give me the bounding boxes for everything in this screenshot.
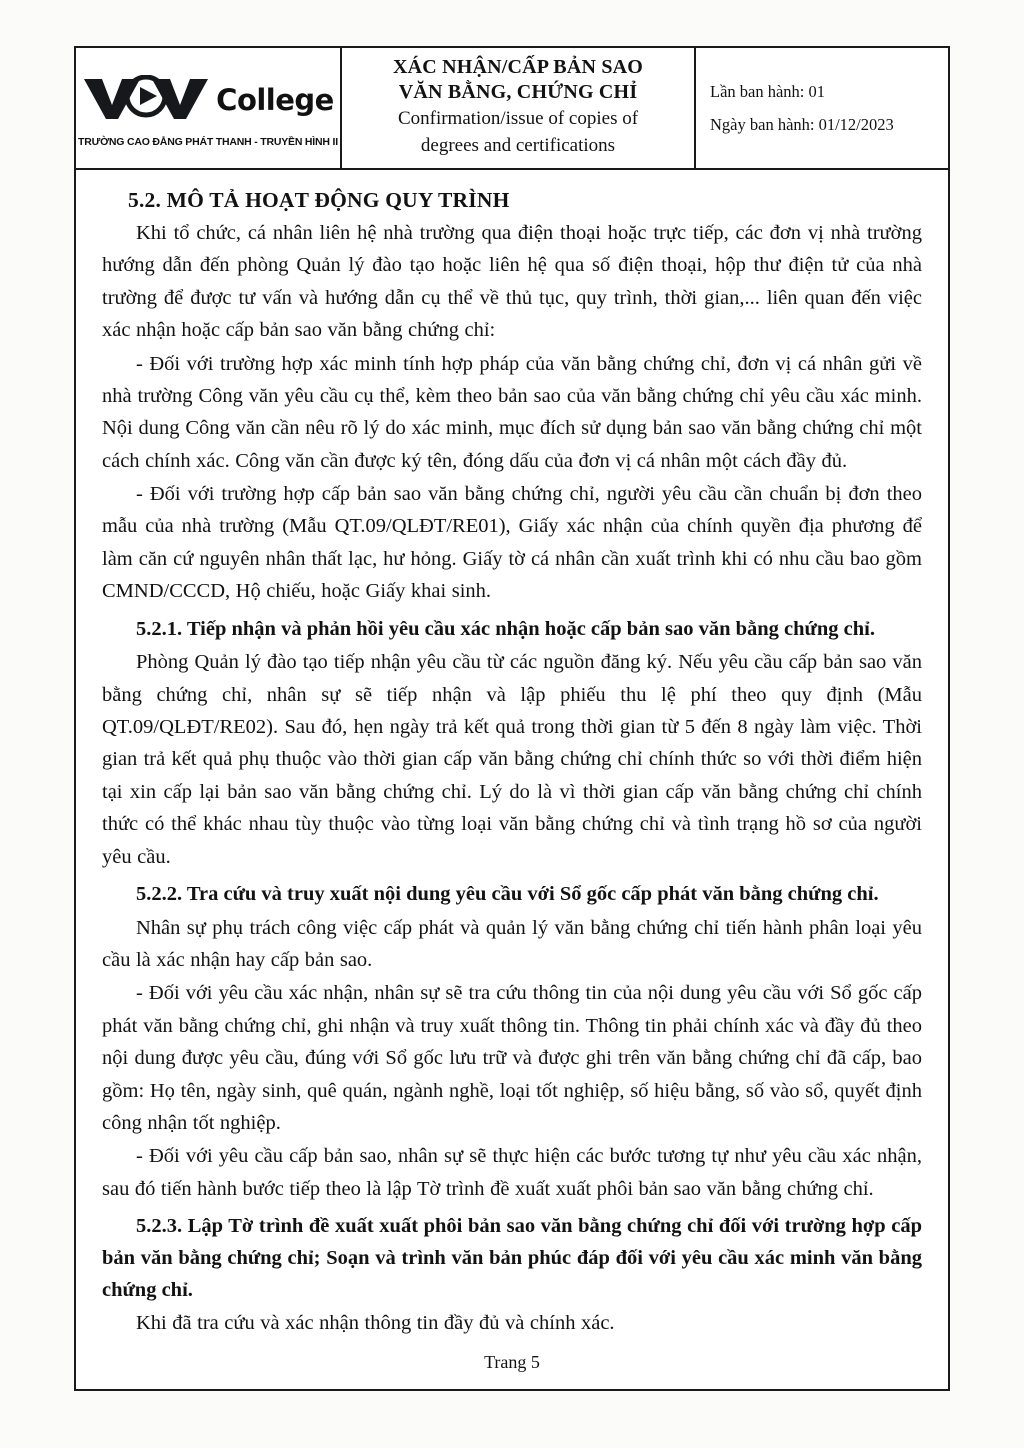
- header-title-vi-line2: VĂN BẰNG, CHỨNG CHỈ: [398, 81, 638, 104]
- paragraph-lookup-copy: - Đối với yêu cầu cấp bản sao, nhân sự sẽ thực hiện các bước tương tự như yêu cầu xác nhận, sau đó tiến hành bước tiếp theo là lập Tờ trình đề xuất xuất phôi bản sao văn bằng chứng chỉ.: [102, 1145, 922, 1200]
- subsection-heading-5-2-3: 5.2.3. Lập Tờ trình đề xuất xuất phôi bản sao văn bằng chứng chỉ đối với trường hợp cấp bản văn bằng chứng chỉ; Soạn và trình văn bản phúc đáp đối với yêu cầu xác minh văn bằng chứng chỉ.: [102, 1215, 922, 1301]
- header-title-vi-line1: XÁC NHẬN/CẤP BẢN SAO: [392, 56, 644, 79]
- page-footer: [76, 1352, 948, 1373]
- paragraph-lookup-confirmation: - Đối với yêu cầu xác nhận, nhân sự sẽ tra cứu thông tin của nội dung yêu cầu với Sổ gốc cấp phát văn bằng chứng chỉ, ghi nhận và truy xuất thông tin. Thông tin phải chính xác và đầy đủ theo nội dung được yêu cầu, đúng với Sổ gốc lưu trữ và được ghi trên văn bằng chứng chỉ đã cấp, bao gồm: Họ tên, ngày sinh, quê quán, ngành nghề, loại tốt nghiệp, số hiệu bằng, số vào sổ, quyết định công nhận tốt nghiệp.: [102, 982, 922, 1134]
- vov-logo-icon: [82, 75, 210, 126]
- paragraph-copy-case: - Đối với trường hợp cấp bản sao văn bằng chứng chỉ, người yêu cầu cần chuẩn bị đơn theo mẫu của nhà trường (Mẫu QT.09/QLĐT/RE01), Giấy xác nhận của chính quyền địa phương để làm căn cứ nguyên nhân thất lạc, hư hỏng. Giấy tờ cá nhân cần xuất trình khi có nhu cầu bao gồm CMND/CCCD, Hộ chiếu, hoặc Giấy khai sinh.: [102, 483, 922, 603]
- document-header: [76, 48, 948, 170]
- document-body: [76, 170, 948, 1335]
- paragraph-verification-case: - Đối với trường hợp xác minh tính hợp pháp của văn bằng chứng chỉ, đơn vị cá nhân gửi về nhà trường Công văn yêu cầu cụ thể, kèm theo bản sao của văn bằng chứng chỉ yêu cầu xác minh. Nội dung Công văn cần nêu rõ lý do xác minh, mục đích sử dụng bản sao văn bằng chứng chỉ một cách chính xác. Công văn cần được ký tên, đóng dấu của đơn vị cá nhân một cách đầy đủ.: [102, 352, 922, 472]
- header-title-cell: [342, 48, 696, 168]
- issue-date: Ngày ban hành: 01/12/2023: [710, 115, 894, 134]
- subsection-heading-5-2-1: 5.2.1. Tiếp nhận và phản hồi yêu cầu xác nhận hoặc cấp bản sao văn bằng chứng chỉ.: [136, 617, 875, 640]
- logo-wordmark: College: [216, 83, 334, 117]
- logo-subtitle: TRƯỜNG CAO ĐẲNG PHÁT THANH - TRUYỀN HÌNH II: [78, 135, 338, 148]
- paragraph-intro: Khi tổ chức, cá nhân liên hệ nhà trường qua điện thoại hoặc trực tiếp, các đơn vị nhà trường hướng dẫn đến phòng Quản lý đào tạo hoặc liên hệ qua số điện thoại, hộp thư điện tử của nhà trường để được tư vấn và hướng dẫn cụ thể về thủ tục, quy trình, thời gian,... liên quan đến việc xác nhận hoặc cấp bản sao văn bằng chứng chỉ:: [102, 222, 922, 342]
- header-logo-cell: [76, 48, 342, 168]
- section-heading-5-2: 5.2. MÔ TẢ HOẠT ĐỘNG QUY TRÌNH: [128, 188, 510, 212]
- page-number-label: Trang 5: [484, 1352, 540, 1372]
- logo-row: [82, 73, 334, 129]
- document-sheet: [74, 46, 950, 1391]
- paragraph-receiving: Phòng Quản lý đào tạo tiếp nhận yêu cầu từ các nguồn đăng ký. Nếu yêu cầu cấp bản sao văn bằng chứng chỉ, nhân sự sẽ tiếp nhận và lập phiếu thu lệ phí theo quy định (Mẫu QT.09/QLĐT/RE02). Sau đó, hẹn ngày trả kết quả trong thời gian từ 5 đến 8 ngày làm việc. Thời gian trả kết quả phụ thuộc vào thời gian cấp văn bằng chứng chỉ chính thức so với thời điểm hiện tại xin cấp lại bản sao văn bằng chứng chỉ. Lý do là vì thời gian cấp văn bằng chứng chỉ chính thức có thể khác nhau tùy thuộc vào từng loại văn bằng chứng chỉ và tình trạng hồ sơ của người yêu cầu.: [102, 651, 922, 868]
- header-meta-cell: [696, 48, 948, 168]
- issue-number: Lần ban hành: 01: [710, 82, 826, 101]
- paragraph-lookup: Nhân sự phụ trách công việc cấp phát và quản lý văn bằng chứng chỉ tiến hành phân loại yêu cầu là xác nhận hay cấp bản sao.: [102, 916, 922, 972]
- subsection-heading-5-2-2: 5.2.2. Tra cứu và truy xuất nội dung yêu cầu với Sổ gốc cấp phát văn bằng chứng chỉ.: [136, 882, 879, 905]
- header-title-en-line2: degrees and certifications: [420, 135, 616, 156]
- paragraph-proposal: Khi đã tra cứu và xác nhận thông tin đầy đủ và chính xác.: [136, 1312, 615, 1335]
- header-title-en-line1: Confirmation/issue of copies of: [397, 108, 639, 130]
